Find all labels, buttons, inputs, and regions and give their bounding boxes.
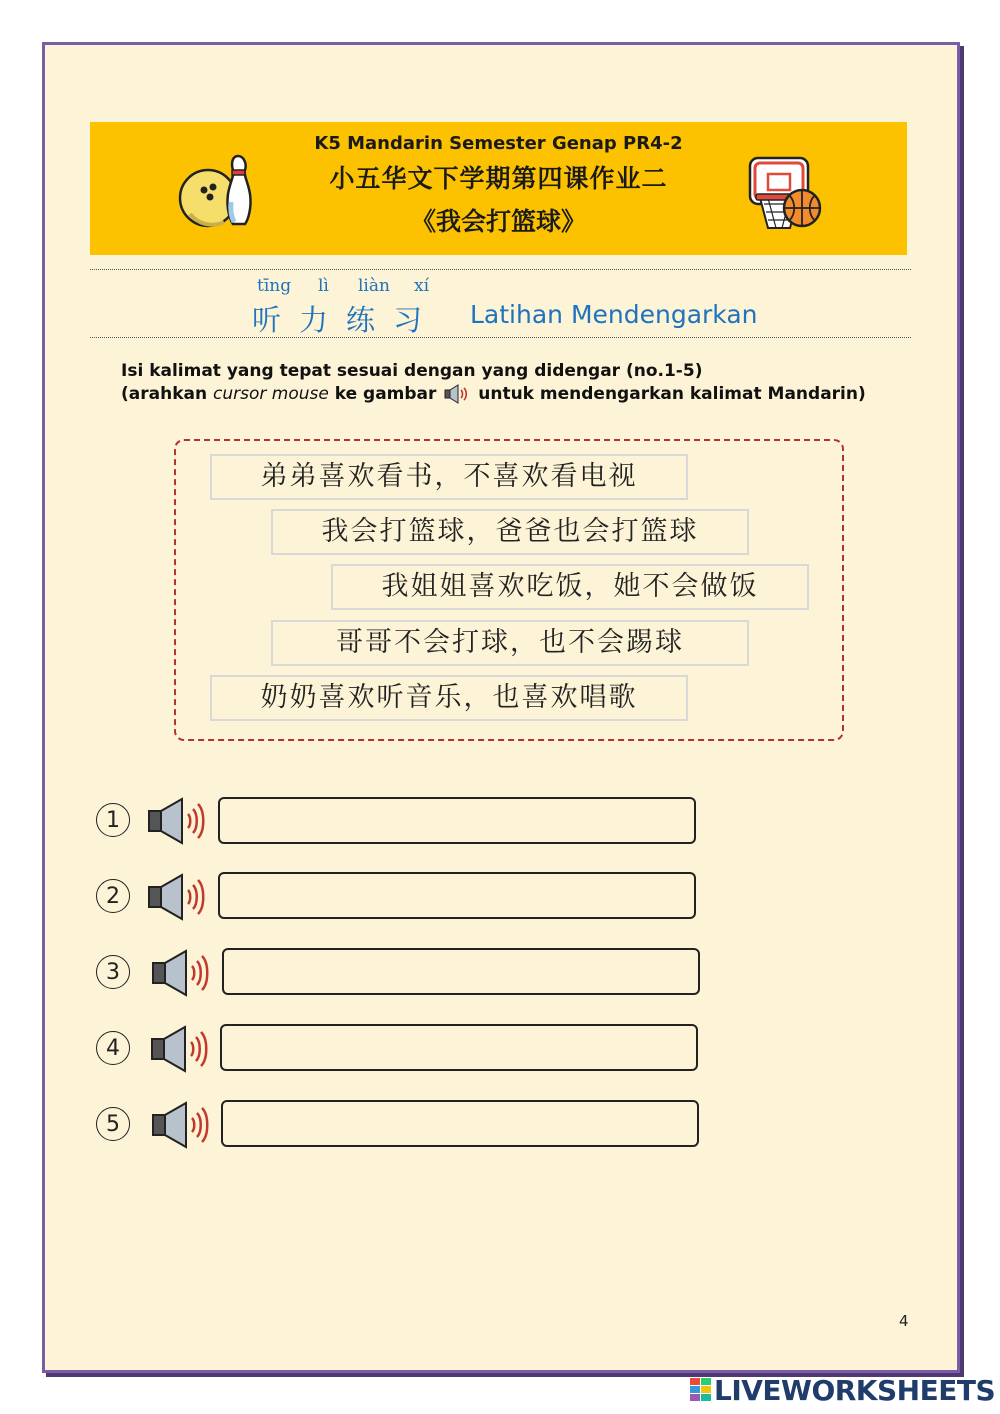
answer-input-4[interactable] bbox=[220, 1024, 698, 1071]
header-banner bbox=[90, 122, 907, 255]
sentence-card[interactable]: 奶奶喜欢听音乐，也喜欢唱歌 bbox=[210, 675, 688, 721]
section-title-chinese: 听力练习 bbox=[252, 303, 441, 337]
pinyin-2: lì bbox=[318, 276, 329, 296]
speaker-icon[interactable] bbox=[150, 948, 214, 998]
pinyin-3: liàn bbox=[358, 276, 390, 296]
section-title-malay: Latihan Mendengarkan bbox=[470, 300, 758, 329]
instruction-italic-text: cursor mouse bbox=[213, 384, 329, 404]
sentence-card[interactable]: 我姐姐喜欢吃饭，她不会做饭 bbox=[331, 564, 809, 610]
page-number: 4 bbox=[899, 1312, 909, 1330]
lesson-title: 《我会打篮球》 bbox=[410, 207, 586, 236]
speaker-icon[interactable] bbox=[149, 1024, 213, 1074]
instruction-text: (arahkan bbox=[121, 384, 213, 404]
speaker-icon[interactable] bbox=[146, 796, 210, 846]
question-number: 3 bbox=[96, 955, 130, 989]
pinyin-1: tīng bbox=[257, 276, 292, 296]
answer-input-1[interactable] bbox=[218, 797, 696, 844]
divider-top bbox=[90, 269, 911, 270]
speaker-icon bbox=[444, 384, 470, 404]
question-number: 4 bbox=[96, 1031, 130, 1065]
answer-input-5[interactable] bbox=[221, 1100, 699, 1147]
question-number: 5 bbox=[96, 1107, 130, 1141]
speaker-icon[interactable] bbox=[146, 872, 210, 922]
answer-input-2[interactable] bbox=[218, 872, 696, 919]
brand-name: LIVEWORKSHEETS bbox=[714, 1374, 996, 1407]
instruction-text: untuk mendengarkan kalimat Mandarin) bbox=[472, 384, 866, 404]
header-subtitle: K5 Mandarin Semester Genap PR4-2 bbox=[314, 133, 683, 154]
sentence-card[interactable]: 我会打篮球，爸爸也会打篮球 bbox=[271, 509, 749, 555]
instruction-line-1: Isi kalimat yang tepat sesuai dengan yang didengar (no.1-5) bbox=[121, 361, 703, 381]
speaker-icon[interactable] bbox=[150, 1100, 214, 1150]
instruction-text: ke gambar bbox=[328, 384, 443, 404]
basketball-hoop-icon bbox=[746, 156, 824, 232]
question-number: 2 bbox=[96, 879, 130, 913]
instruction-line-2 bbox=[121, 384, 866, 404]
sentence-card[interactable]: 弟弟喜欢看书，不喜欢看电视 bbox=[210, 454, 688, 500]
sentence-card[interactable]: 哥哥不会打球，也不会踢球 bbox=[271, 620, 749, 666]
question-number: 1 bbox=[96, 803, 130, 837]
header-title-chinese: 小五华文下学期第四课作业二 bbox=[329, 164, 668, 193]
liveworksheets-logo-icon bbox=[690, 1378, 712, 1402]
divider-bottom bbox=[90, 337, 911, 338]
pinyin-4: xí bbox=[414, 276, 430, 296]
bowling-icon bbox=[178, 152, 258, 230]
answer-input-3[interactable] bbox=[222, 948, 700, 995]
